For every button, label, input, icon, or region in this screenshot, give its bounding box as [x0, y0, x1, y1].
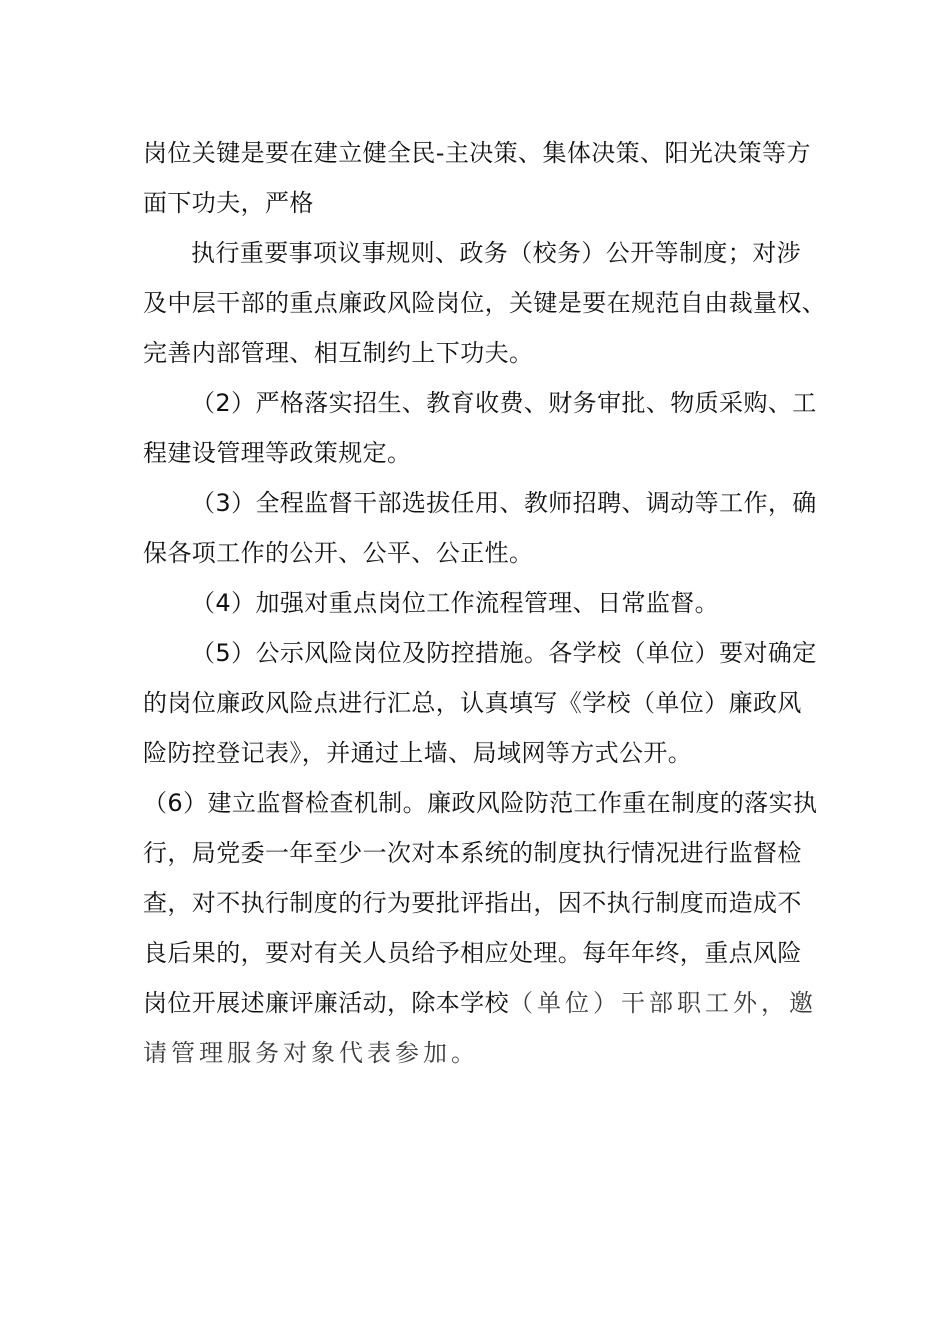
text-line-7: 程建设管理等政策规定。	[143, 439, 412, 467]
text-line-12: 的岗位廉政风险点进行汇总，认真填写《学校（单位）廉政风	[143, 689, 802, 717]
text-line-9: 保各项工作的公开、公平、公正性。	[143, 539, 534, 567]
text-line-4: 及中层干部的重点廉政风险岗位，关键是要在规范自由裁量权、	[143, 289, 827, 317]
text-line-1: 岗位关键是要在建立健全民-主决策、集体决策、阳光决策等方	[143, 139, 811, 167]
text-line-5: 完善内部管理、相互制约上下功夫。	[143, 339, 534, 367]
text-line-8: （3）全程监督干部选拔任用、教师招聘、调动等工作，确	[191, 489, 817, 517]
text-line-14: （6）建立监督检查机制。廉政风险防范工作重在制度的落实执	[143, 789, 818, 817]
text-line-6: （2）严格落实招生、教育收费、财务审批、物质采购、工	[191, 389, 817, 417]
text-line-18-part-b: （单位）干部职工外，邀	[509, 989, 817, 1017]
text-line-3: 执行重要事项议事规则、政务（校务）公开等制度；对涉	[191, 239, 801, 267]
text-line-2: 面下功夫，严格	[143, 189, 314, 217]
text-line-18-part-a: 岗位开展述廉评廉活动，除本学校	[143, 989, 509, 1017]
text-line-13: 险防控登记表》，并通过上墙、局域网等方式公开。	[143, 739, 693, 767]
text-line-15: 行，局党委一年至少一次对本系统的制度执行情况进行监督检	[143, 839, 802, 867]
text-line-17: 良后果的，要对有关人员给予相应处理。每年年终，重点风险	[143, 939, 802, 967]
text-line-10: （4）加强对重点岗位工作流程管理、日常监督。	[191, 589, 720, 617]
text-line-19: 请管理服务对象代表参加。	[143, 1039, 479, 1067]
text-line-16: 查，对不执行制度的行为要批评指出，因不执行制度而造成不	[143, 889, 802, 917]
text-line-18	[143, 987, 950, 1019]
text-line-11: （5）公示风险岗位及防控措施。各学校（单位）要对确定	[191, 639, 817, 667]
